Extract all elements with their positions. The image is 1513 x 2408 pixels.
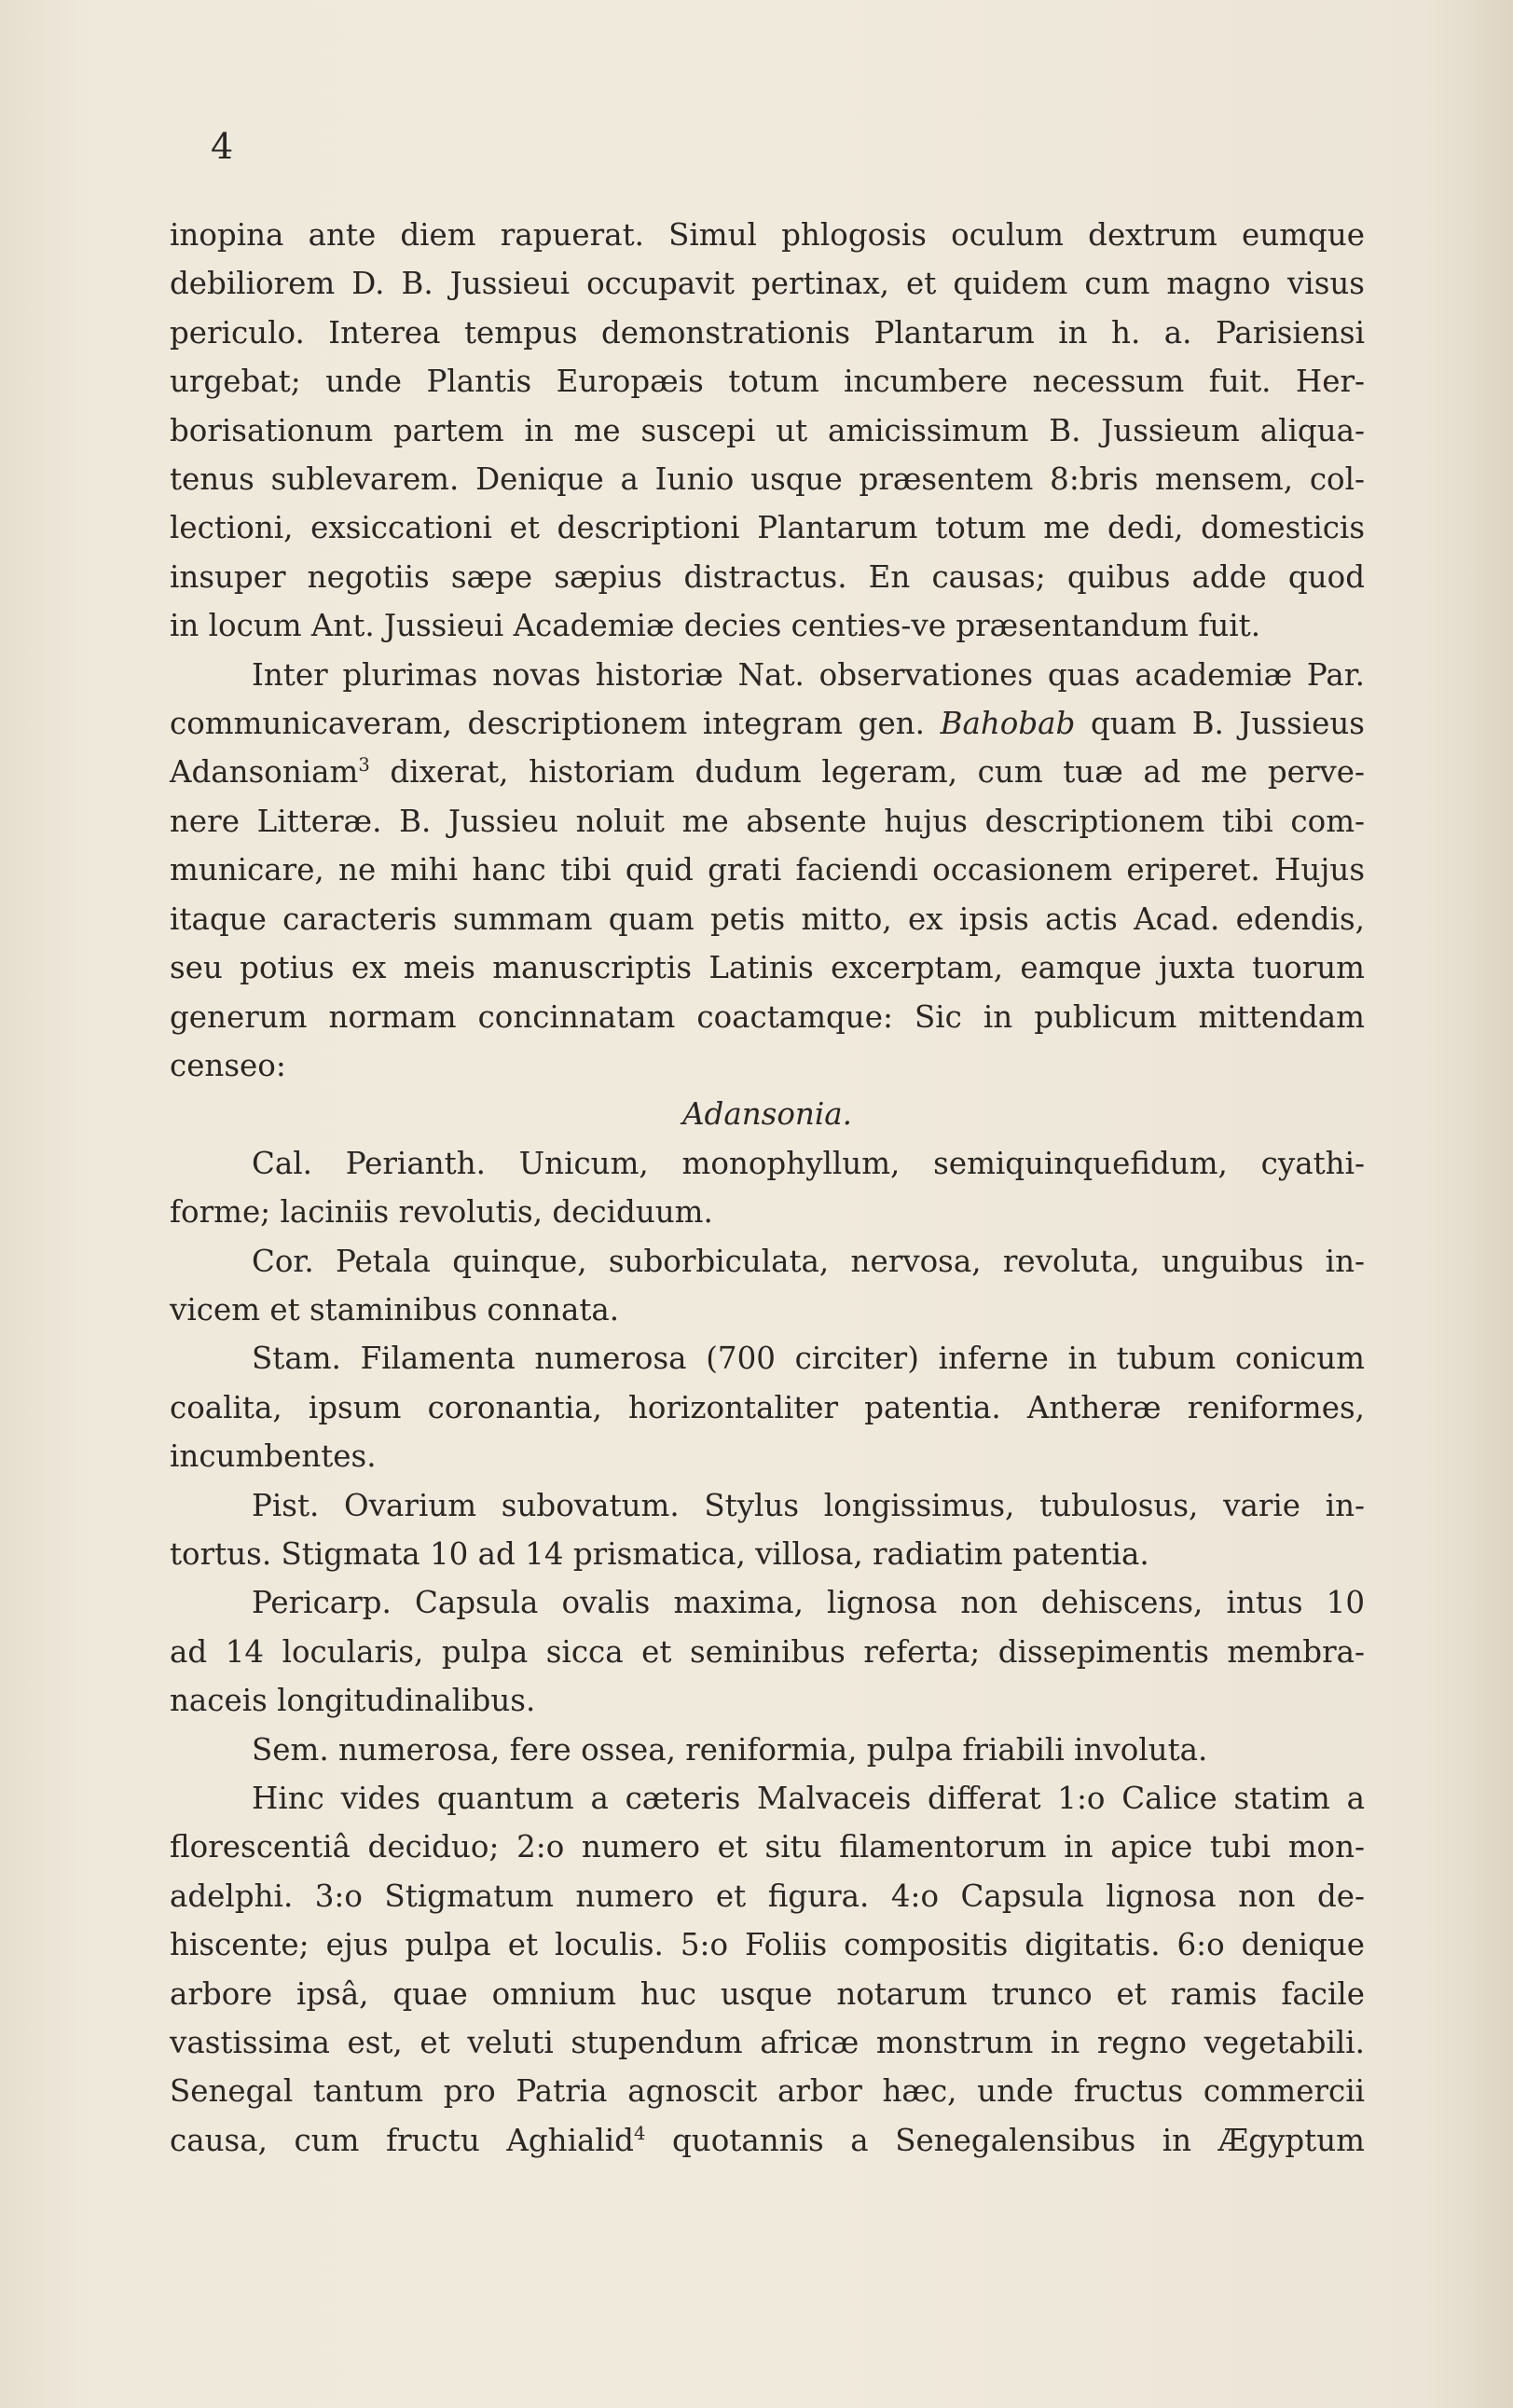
text-line: tenus sublevarem. Denique a Iunio usque præsentem 8:bris mensem, col- [170, 461, 1365, 498]
text-line: periculo. Interea tempus demonstrationis Plantarum in h. a. Parisiensi [170, 314, 1365, 351]
text-line: inopina ante diem rapuerat. Simul phlogosis oculum dextrum eumque [170, 217, 1365, 253]
text-line: Hinc vides quantum a cæteris Malvaceis differat 1:o Calice statim a [252, 1781, 1365, 1816]
text-line: Cor. Petala quinque, suborbiculata, nervosa, revoluta, unguibus in- [252, 1243, 1365, 1279]
text-line: borisationum partem in me suscepi ut amicissimum B. Jussieum aliqua- [170, 412, 1365, 448]
text-line: naceis longitudinalibus. [170, 1683, 536, 1719]
italic-genus-name: Bahobab [940, 706, 1076, 742]
text-line: Pist. Ovarium subovatum. Stylus longissimus, tubulosus, varie in- [252, 1487, 1365, 1523]
page-number: 4 [211, 126, 234, 167]
footnote-marker: 3 [358, 754, 370, 777]
text-line: in locum Ant. Jussieui Academiæ decies centies-ve præsentandum fuit. [170, 608, 1261, 644]
text-line: adelphi. 3:o Stigmatum numero et figura. 4:o Capsula lignosa non de- [170, 1878, 1365, 1914]
text-line: municare, ne mihi hanc tibi quid grati faciendi occasionem eriperet. Hujus [170, 852, 1365, 888]
text-line: insuper negotiis sæpe sæpius distractus. En causas; quibus adde quod [170, 558, 1365, 595]
text-line: generum normam concinnatam coactamque: Sic in publicum mittendam [170, 998, 1365, 1035]
text-line: nere Litteræ. B. Jussieu noluit me absente hujus descriptionem tibi com- [170, 803, 1365, 839]
text-line: forme; laciniis revolutis, deciduum. [170, 1194, 713, 1231]
text-line: Inter plurimas novas historiæ Nat. observationes quas academiæ Par. [252, 656, 1365, 693]
text-line: urgebat; unde Plantis Europæis totum incumbere necessum fuit. Her- [170, 364, 1365, 400]
genus-heading: Adansonia. [682, 1096, 852, 1133]
text-line: incumbentes. [170, 1438, 377, 1475]
text-line: arbore ipsâ, quae omnium huc usque notarum trunco et ramis facile [170, 1975, 1365, 2012]
text-line: Adansoniam$^3$ dixerat, historiam dudum legeram, cum tuæ ad me perve- [170, 754, 1365, 791]
text-line: tortus. Stigmata 10 ad 14 prismatica, villosa, radiatim patentia. [170, 1535, 1149, 1572]
text-line: Senegal tantum pro Patria agnoscit arbor hæc, unde fructus commercii [170, 2073, 1365, 2110]
text-line: hiscente; ejus pulpa et loculis. 5:o Foliis compositis digitatis. 6:o denique [170, 1927, 1365, 1963]
footnote-marker: 4 [633, 2123, 646, 2145]
text-line: communicaveram, descriptionem integram gen. Bahobab quam B. Jussieus [170, 706, 1365, 742]
text-line: ad 14 locularis, pulpa sicca et seminibus referta; dissepimentis membra- [170, 1633, 1365, 1670]
text-line: lectioni, exsiccationi et descriptioni Plantarum totum me dedi, domesticis [170, 510, 1365, 546]
text-line: vicem et staminibus connata. [170, 1291, 620, 1328]
text-line: coalita, ipsum coronantia, horizontaliter patentia. Antheræ reniformes, [170, 1389, 1365, 1425]
text-line: censeo: [170, 1047, 286, 1083]
text-line: itaque caracteris summam quam petis mitto, ex ipsis actis Acad. edendis, [170, 901, 1365, 937]
body-text [170, 211, 1365, 2165]
text-line: causa, cum fructu Aghialid$^4$ quotannis a Senegalensibus in Ægyptum [170, 2122, 1365, 2158]
text-line: Cal. Perianth. Unicum, monophyllum, semiquinquefidum, cyathi- [252, 1145, 1365, 1181]
text-line: seu potius ex meis manuscriptis Latinis excerptam, eamque juxta tuorum [170, 950, 1365, 986]
text-line: vastissima est, et veluti stupendum africæ monstrum in regno vegetabili. [170, 2025, 1365, 2061]
text-line: debiliorem D. B. Jussieui occupavit pertinax, et quidem cum magno visus [170, 266, 1365, 302]
text-line: Sem. numerosa, fere ossea, reniformia, pulpa friabili involuta. [252, 1731, 1208, 1768]
text-line: florescentiâ deciduo; 2:o numero et situ filamentorum in apice tubi mon- [170, 1829, 1365, 1865]
text-line: Stam. Filamenta numerosa (700 circiter) inferne in tubum conicum [252, 1341, 1365, 1377]
text-line: Pericarp. Capsula ovalis maxima, lignosa non dehiscens, intus 10 [252, 1585, 1365, 1621]
